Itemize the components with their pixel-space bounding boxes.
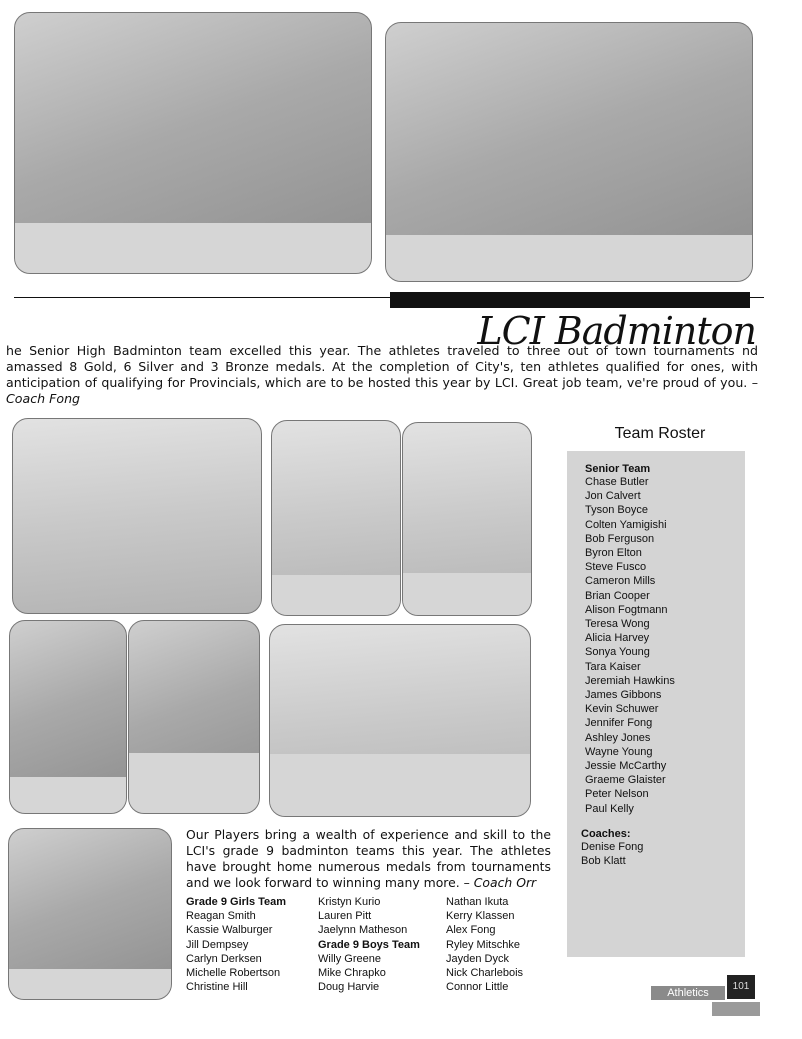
girls-team-heading: Grade 9 Girls Team xyxy=(186,896,287,908)
coaches-heading: Coaches: xyxy=(581,827,631,840)
roster-name: Byron Elton xyxy=(585,547,642,560)
boys-player-name: Kerry Klassen xyxy=(446,910,515,923)
roster-name: Steve Fusco xyxy=(585,561,647,574)
roster-name: Colten Yamigishi xyxy=(585,518,667,531)
intro-coach: Coach Fong xyxy=(6,391,81,406)
girls-player-name: Jill Dempsey xyxy=(186,938,249,951)
roster-name: Paul Kelly xyxy=(585,802,634,815)
roster-name: James Gibbons xyxy=(585,689,662,702)
boys-team-heading: Grade 9 Boys Team xyxy=(318,938,420,951)
action-photo-jump-smash xyxy=(271,420,401,616)
girls-player-name: Christine Hill xyxy=(186,981,248,994)
roster-name: Tyson Boyce xyxy=(585,504,648,517)
boys-player-name: Jayden Dyck xyxy=(446,952,509,965)
page-number: 101 xyxy=(727,975,755,999)
roster-name: Jessie McCarthy xyxy=(585,760,667,773)
girls-player-name: Jaelynn Matheson xyxy=(318,924,408,937)
girls-player-name: Kassie Walburger xyxy=(186,924,273,937)
grade9-col-3 xyxy=(446,895,523,994)
roster-name: Jennifer Fong xyxy=(585,717,653,730)
roster-name: Peter Nelson xyxy=(585,788,649,801)
action-photo-girl-swing xyxy=(9,620,127,814)
senior-team-heading: Senior Team xyxy=(585,463,651,475)
footer-bar xyxy=(712,1002,760,1016)
boys-player-name: Ryley Mitschke xyxy=(446,938,520,951)
action-photo-lunge xyxy=(402,422,532,616)
roster-name: Tara Kaiser xyxy=(585,660,641,673)
grade9-col-2 xyxy=(318,895,420,994)
page-title: LCI Badminton xyxy=(477,309,756,353)
intro-text: he Senior High Badminton team excelled this year. The athletes traveled to three out of town tournaments nd amassed 8 Gold, 6 Silver and 3 Bronze medals. At the completion of City's, ten athletes qualified for ones, with anticipation of qualifying for Provincials, which are to be hosted this year by LCI. Great job team, ve're proud of you. – xyxy=(6,343,758,390)
boys-player-name: Nathan Ikuta xyxy=(446,896,509,908)
girls-player-name: Reagan Smith xyxy=(186,910,256,923)
grade9-col-1 xyxy=(186,895,286,994)
coach-name: Denise Fong xyxy=(581,840,644,853)
roster-name: Bob Ferguson xyxy=(585,532,655,545)
girls-player-name: Michelle Robertson xyxy=(186,967,281,980)
boys-player-name: Doug Harvie xyxy=(318,981,380,994)
roster-title: Team Roster xyxy=(614,425,706,442)
roster-name: Wayne Young xyxy=(585,745,653,758)
roster-panel xyxy=(567,451,745,957)
grade9-photo xyxy=(8,828,172,1000)
boys-player-name: Mike Chrapko xyxy=(318,967,386,980)
roster-name: Alicia Harvey xyxy=(585,632,650,645)
roster-name: Sonya Young xyxy=(585,646,650,659)
roster-name: Cameron Mills xyxy=(585,575,656,588)
grade9-paragraph xyxy=(186,827,551,891)
action-photo-player-closeup xyxy=(12,418,262,614)
intro-paragraph xyxy=(6,343,758,407)
coach-name: Bob Klatt xyxy=(581,855,626,868)
boys-player-name: Willy Greene xyxy=(318,952,381,965)
roster-name: Brian Cooper xyxy=(585,589,650,602)
girls-player-name: Kristyn Kurio xyxy=(318,896,381,908)
roster-name: Kevin Schuwer xyxy=(585,703,659,716)
roster-name: Jeremiah Hawkins xyxy=(585,674,675,687)
team-photo-left xyxy=(14,12,372,274)
roster-name: Teresa Wong xyxy=(585,618,650,631)
roster-name: Chase Butler xyxy=(585,476,649,488)
grade9-text: Our Players bring a wealth of experience and skill to the LCI's grade 9 badminton teams this year. The athletes have brought home numerous medals from tournaments and we look forward to winning many more. – xyxy=(186,827,551,890)
roster-name: Alison Fogtmann xyxy=(585,603,668,616)
section-bar xyxy=(390,292,750,308)
boys-player-name: Alex Fong xyxy=(446,924,496,937)
team-photo-right xyxy=(385,22,753,282)
grade9-coach: Coach Orr xyxy=(473,875,537,890)
girls-player-name: Lauren Pitt xyxy=(318,910,372,923)
action-photo-gym-rally xyxy=(128,620,260,814)
action-photo-doubles xyxy=(269,624,531,817)
boys-player-name: Nick Charlebois xyxy=(446,967,524,980)
footer-section: Athletics xyxy=(651,986,725,1000)
roster-name: Jon Calvert xyxy=(585,490,641,503)
roster-name: Graeme Glaister xyxy=(585,774,666,787)
boys-player-name: Connor Little xyxy=(446,981,509,994)
girls-player-name: Carlyn Derksen xyxy=(186,952,262,965)
roster-name: Ashley Jones xyxy=(585,731,651,744)
